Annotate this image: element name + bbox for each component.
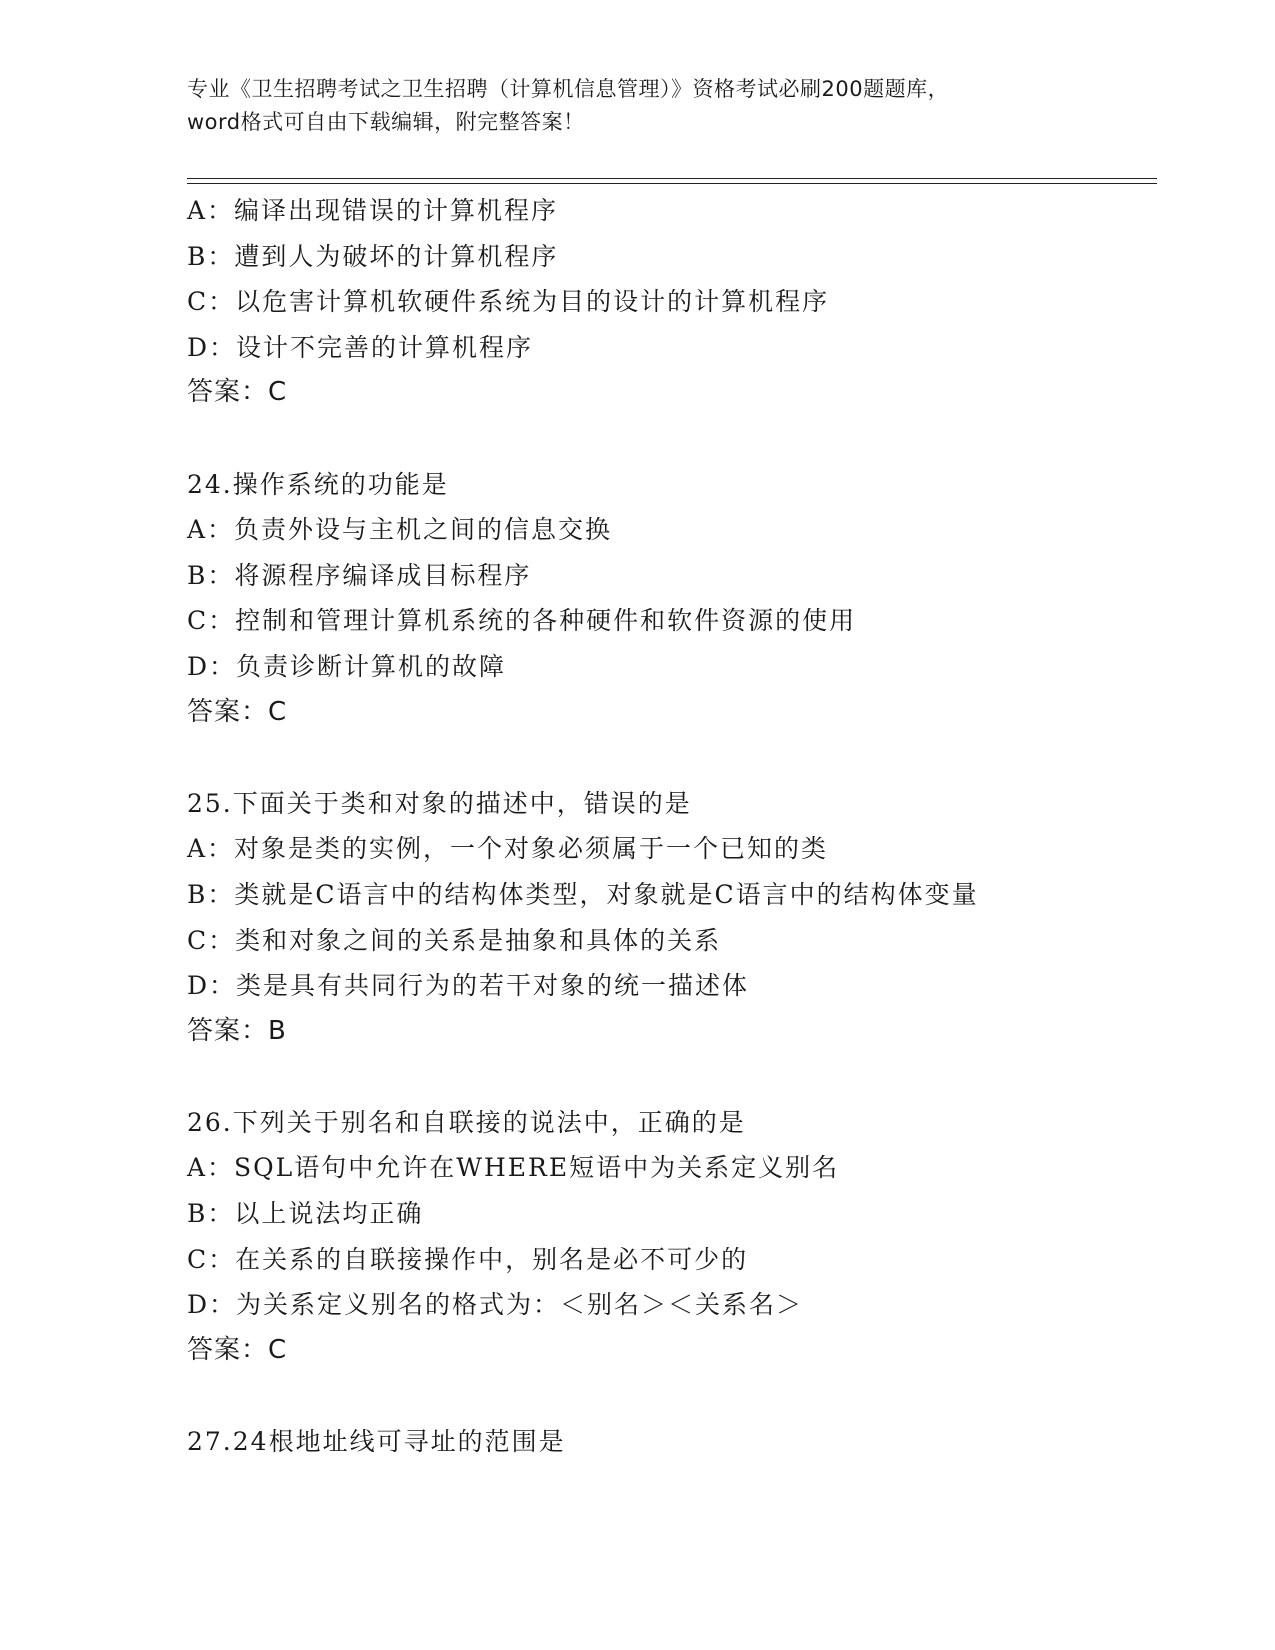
header-divider-top xyxy=(187,178,1157,179)
spacer xyxy=(187,416,1187,462)
answer: 答案：B xyxy=(187,1015,287,1046)
option-a: A：负责外设与主机之间的信息交换 xyxy=(187,515,613,545)
option-d: D：类是具有共同行为的若干对象的统一描述体 xyxy=(187,971,750,1001)
question-stem: 27.24根地址线可寻址的范围是 xyxy=(187,1427,566,1457)
option-b: B：遭到人为破坏的计算机程序 xyxy=(187,241,559,271)
header-divider-bottom xyxy=(187,183,1157,184)
option-b: B：类就是C语言中的结构体类型，对象就是C语言中的结构体变量 xyxy=(187,879,979,909)
question-25 xyxy=(187,781,1187,1055)
answer: 答案：C xyxy=(187,1334,288,1365)
header-title-line-2: word格式可自由下载编辑，附完整答案！ xyxy=(187,110,585,134)
question-27 xyxy=(187,1419,1187,1465)
option-a: A：对象是类的实例，一个对象必须属于一个已知的类 xyxy=(187,834,829,864)
option-d: D：为关系定义别名的格式为：＜别名＞＜关系名＞ xyxy=(187,1290,804,1320)
header-title-line-1: 专业《卫生招聘考试之卫生招聘（计算机信息管理）》资格考试必刷200题题库， xyxy=(187,77,950,101)
option-c: C：类和对象之间的关系是抽象和具体的关系 xyxy=(187,925,722,955)
question-stem: 26.下列关于别名和自联接的说法中，正确的是 xyxy=(187,1107,746,1137)
option-c: C：以危害计算机软硬件系统为目的设计的计算机程序 xyxy=(187,287,830,317)
answer: 答案：C xyxy=(187,377,288,408)
document-header xyxy=(187,73,1087,139)
question-23-continued xyxy=(187,188,1187,416)
question-stem: 24.操作系统的功能是 xyxy=(187,469,449,499)
option-a: A：编译出现错误的计算机程序 xyxy=(187,196,559,225)
spacer xyxy=(187,1373,1187,1419)
option-c: C：控制和管理计算机系统的各种硬件和软件资源的使用 xyxy=(187,606,857,636)
option-d: D：设计不完善的计算机程序 xyxy=(187,332,534,362)
question-24 xyxy=(187,462,1187,736)
option-d: D：负责诊断计算机的故障 xyxy=(187,651,507,681)
answer: 答案：C xyxy=(187,696,288,727)
spacer xyxy=(187,735,1187,781)
option-a: A：SQL语句中允许在WHERE短语中为关系定义别名 xyxy=(187,1153,840,1183)
option-b: B：以上说法均正确 xyxy=(187,1199,424,1229)
question-26 xyxy=(187,1100,1187,1374)
option-b: B：将源程序编译成目标程序 xyxy=(187,560,532,590)
question-list xyxy=(187,188,1187,1465)
question-stem: 25.下面关于类和对象的描述中，错误的是 xyxy=(187,788,692,818)
option-c: C：在关系的自联接操作中，别名是必不可少的 xyxy=(187,1244,749,1274)
spacer xyxy=(187,1054,1187,1100)
